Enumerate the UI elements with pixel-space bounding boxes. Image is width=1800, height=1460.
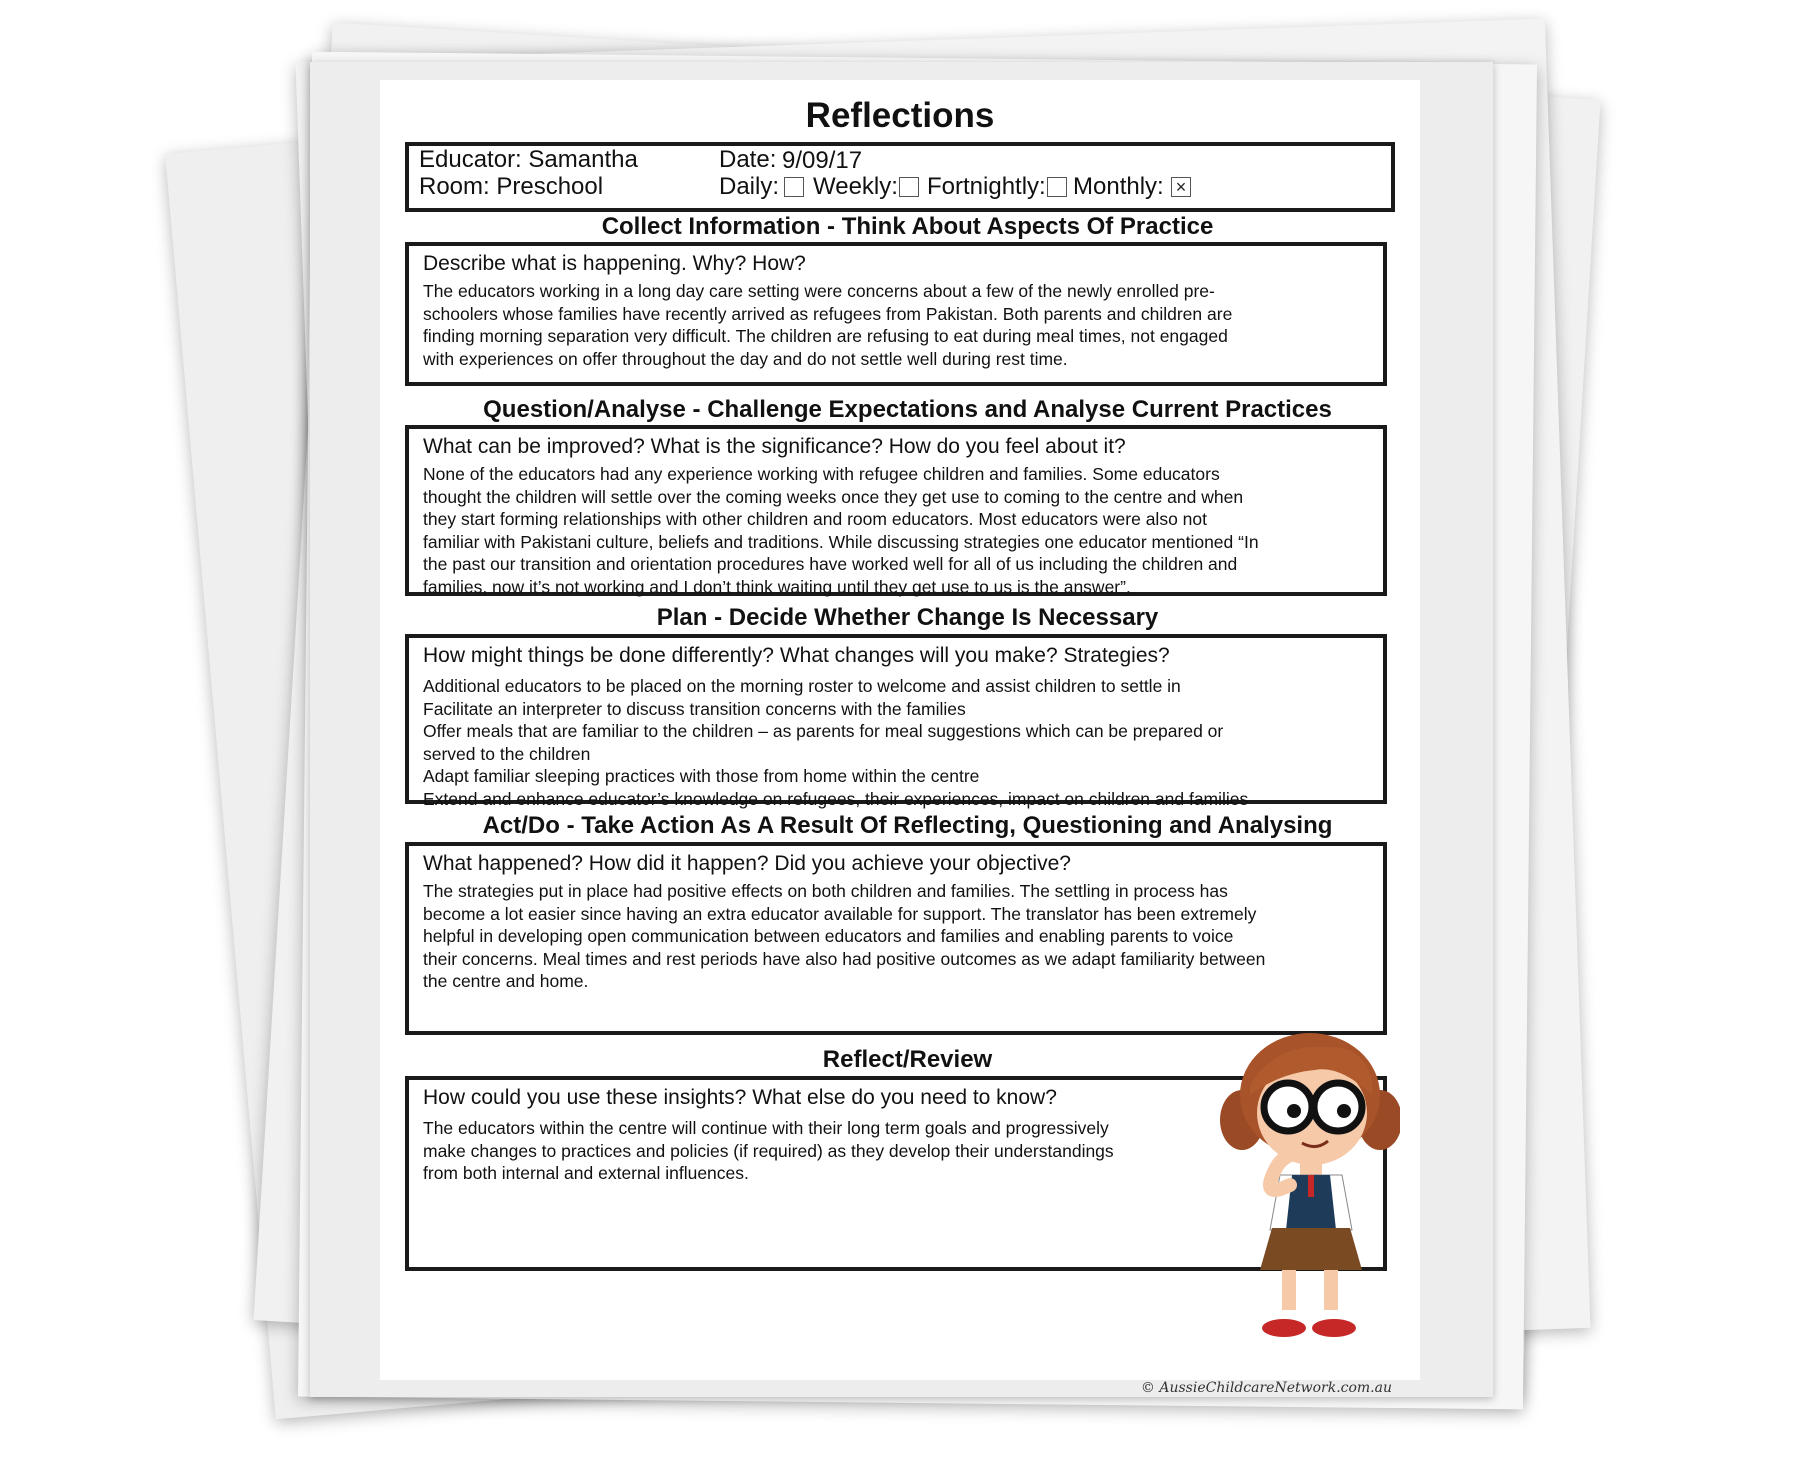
date-label: Date:: [719, 146, 777, 173]
section-box: [405, 425, 1387, 596]
answer-line: familiar with Pakistani culture, beliefs and traditions. While discussing strategies one educator mentioned “In: [423, 531, 1259, 552]
section-answer: [423, 280, 1232, 370]
weekly-checkbox[interactable]: [899, 177, 919, 197]
answer-line: schoolers whose families have recently arrived as refugees from Pakistan. Both parents and children are: [423, 303, 1233, 324]
section-heading: Reflect/Review: [822, 1046, 993, 1073]
section-question: How could you use these insights? What else do you need to know?: [423, 1086, 1057, 1109]
weekly-label: Weekly:: [813, 173, 898, 200]
answer-line: become a lot easier since having an extra educator available for support. The translator has been extremely: [423, 903, 1257, 924]
section-heading: Collect Information - Think About Aspects Of Practice: [601, 213, 1214, 240]
daily-label: Daily:: [719, 173, 780, 200]
answer-line: Facilitate an interpreter to discuss transition concerns with the families: [423, 698, 966, 719]
cartoon-girl-illustration: [1220, 1025, 1400, 1350]
answer-line: served to the children: [423, 743, 591, 764]
answer-line: Additional educators to be placed on the morning roster to welcome and assist children to settle in: [423, 676, 1181, 696]
section-answer: [423, 880, 1265, 993]
fortnightly-label: Fortnightly:: [927, 173, 1046, 200]
section-answer: [423, 1117, 1114, 1185]
answer-line: The educators within the centre will continue with their long term goals and progressively: [423, 1118, 1109, 1138]
section-answer: [423, 463, 1259, 599]
monthly-checkbox[interactable]: ×: [1171, 177, 1191, 197]
answer-line: the centre and home.: [423, 971, 589, 992]
monthly-label: Monthly:: [1073, 173, 1164, 200]
fortnightly-checkbox[interactable]: [1047, 177, 1067, 197]
section-heading: Question/Analyse - Challenge Expectations and Analyse Current Practices: [483, 396, 1332, 423]
answer-line: The strategies put in place had positive effects on both children and families. The settling in process has: [423, 881, 1228, 901]
section-heading: Plan - Decide Whether Change Is Necessary: [656, 604, 1159, 631]
answer-line: finding morning separation very difficult. The children are refusing to eat during meal times, not engaged: [423, 326, 1228, 347]
room-field: Room: Preschool: [419, 173, 604, 200]
answer-line: helpful in developing open communication between educators and families and enabling parents to voice: [423, 926, 1234, 947]
answer-line: their concerns. Meal times and rest periods have also had positive outcomes as we adapt familiarity between: [423, 948, 1266, 969]
answer-line: families, now it’s not working and I don’t think waiting until they get use to us is the answer”.: [423, 576, 1131, 597]
answer-line: from both internal and external influences.: [423, 1163, 749, 1184]
section-box: [405, 242, 1387, 386]
answer-line: make changes to practices and policies (if required) as they develop their understandings: [423, 1140, 1114, 1161]
date-value: 9/09/17: [782, 147, 863, 174]
document-title: Reflections: [805, 96, 995, 135]
section-answer: [423, 675, 1248, 811]
section-question: What can be improved? What is the significance? How do you feel about it?: [423, 435, 1126, 458]
section-box: [405, 842, 1387, 1035]
section-box: [405, 634, 1387, 809]
answer-line: they start forming relationships with other children and room educators. Most educators were also not: [423, 509, 1207, 530]
section-question: How might things be done differently? What changes will you make? Strategies?: [423, 644, 1170, 667]
educator-field: Educator: Samantha: [419, 146, 638, 173]
section-question: Describe what is happening. Why? How?: [423, 252, 806, 275]
section-heading: Act/Do - Take Action As A Result Of Reflecting, Questioning and Analysing: [482, 812, 1333, 839]
answer-line: Extend and enhance educator’s knowledge on refugees, their experiences, impact on children and families: [423, 788, 1249, 809]
answer-line: Offer meals that are familiar to the children – as parents for meal suggestions which can be prepared or: [423, 721, 1224, 742]
answer-line: None of the educators had any experience working with refugee children and families. Some educators: [423, 464, 1220, 484]
header-box: [405, 142, 1395, 212]
answer-line: The educators working in a long day care setting were concerns about a few of the newly enrolled pre-: [423, 281, 1215, 301]
answer-line: the past our transition and orientation procedures have worked well for all of us including the children and: [423, 554, 1238, 575]
answer-line: thought the children will settle over the coming weeks once they get use to coming to the centre and when: [423, 486, 1244, 507]
section-question: What happened? How did it happen? Did you achieve your objective?: [423, 852, 1071, 875]
answer-line: Adapt familiar sleeping practices with those from home within the centre: [423, 766, 980, 787]
copyright-footer: © AussieChildcareNetwork.com.au: [1140, 1380, 1392, 1396]
answer-line: with experiences on offer throughout the day and do not settle well during rest time.: [423, 348, 1068, 369]
daily-checkbox[interactable]: [784, 177, 804, 197]
